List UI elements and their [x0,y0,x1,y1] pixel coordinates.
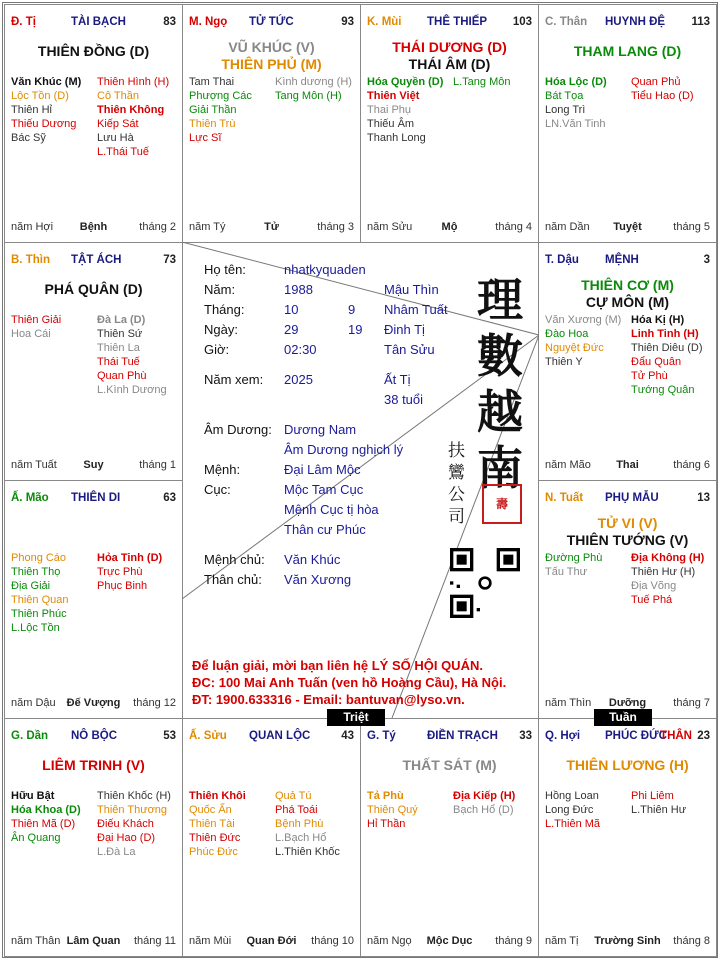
palace-branch: Đ. Tị [11,16,36,28]
minor-star: Tả Phù [367,790,404,802]
palace-month: tháng 5 [673,221,710,233]
minor-star: Bệnh Phù [275,818,324,830]
minor-star: Phúc Đức [189,846,238,858]
palace-stage: Mộc Dục [426,935,473,947]
info-label: Họ tên: [204,262,246,277]
main-star: THIÊN TƯỚNG (V) [566,532,689,548]
palace-suu [182,718,361,957]
palace-number: 43 [341,730,354,742]
palace-number: 83 [163,16,176,28]
minor-star: Hỏa Tinh (D) [97,552,163,564]
minor-star: Long Trì [545,104,586,116]
palace-stage: Lâm Quan [66,935,121,947]
minor-star: Thiên Y [545,356,583,368]
minor-star: Điếu Khách [97,818,154,830]
minor-stars-right [97,313,167,397]
palace-header [545,16,710,30]
palace-header [367,16,532,30]
minor-star: L.Thiên Mã [545,818,601,830]
palace-name: TỬ TỨC [249,16,294,28]
palace-number: 73 [163,254,176,266]
main-stars [539,757,716,774]
palace-header [11,492,176,506]
minor-star: Quả Tú [275,790,312,802]
minor-star: Ân Quang [11,832,61,844]
info-value: 10 [284,302,299,317]
minor-star: L.Đà La [97,846,136,858]
minor-star: Thiên Diêu (D) [631,342,703,354]
menh-value: Đại Lâm Mộc [284,462,361,477]
palace-stage: Quan Đới [246,935,297,947]
nam-xem-can-chi: Ất Tị [384,372,411,387]
than-chu-label: Thân chủ: [204,572,262,587]
palace-footer [545,459,710,473]
minor-stars-right [97,551,162,593]
minor-star: Đà La (D) [97,314,146,326]
palace-stage: Suy [83,459,104,471]
palace-number: 3 [703,254,710,266]
palace-stage: Tuyệt [613,221,642,233]
palace-footer [11,935,176,949]
minor-star: Thiên Trù [189,118,236,130]
palace-header [545,492,710,506]
minor-star: Giải Thần [189,104,237,116]
minor-stars-right [631,313,703,397]
minor-star: Hóa Kị (H) [631,314,685,326]
palace-year: năm Mùi [189,935,232,947]
main-stars [5,43,182,60]
minor-stars-left [189,75,252,145]
palace-month: tháng 12 [133,697,176,709]
palace-year: năm Ngọ [367,935,412,947]
palace-branch: N. Tuất [545,492,584,504]
main-stars [361,39,538,73]
calligraphy-char-3: 越 [477,385,523,439]
palace-mao [4,480,183,719]
minor-star: Tam Thai [189,76,235,88]
palace-number: 103 [512,16,532,28]
minor-star: L.Thái Tuế [97,146,149,158]
palace-number: 13 [697,492,710,504]
info-value: 29 [284,322,299,337]
contact-line-3: ĐT: 1900.633316 - Email: bantuvan@lyso.vn. [192,692,465,707]
minor-star: Thiên Phúc [11,608,67,620]
minor-star: Văn Xương (M) [545,314,622,326]
info-label: Năm: [204,282,236,297]
palace-header [11,730,176,744]
minor-star: Thiên Giải [11,314,62,326]
minor-star: Kình dương (H) [275,76,352,88]
palace-header [189,730,354,744]
minor-star: Đường Phù [545,552,603,564]
minor-star: Long Đức [545,804,594,816]
main-star: TỬ VI (V) [597,515,658,531]
palace-name: TÀI BẠCH [71,16,126,28]
palace-name: MỆNH [605,254,639,266]
palace-month: tháng 2 [139,221,176,233]
menh-chu-label: Mệnh chủ: [204,552,265,567]
palace-month: tháng 4 [495,221,532,233]
am-duong-value-2: Âm Dương nghịch lý [284,442,404,457]
than-chu-value: Văn Xương [284,572,352,587]
main-star: THIÊN CƠ (M) [581,277,674,293]
qr-code [450,548,520,618]
palace-month: tháng 11 [133,935,176,947]
palace-stage: Tử [264,221,279,233]
main-stars [539,515,716,549]
minor-stars-right [631,75,694,103]
calligraphy-char-2: 數 [477,329,523,383]
minor-star: Thiên Đức [189,832,241,844]
cuc-value-2: Mệnh Cục tị hòa [284,502,379,517]
palace-year: năm Thân [11,935,61,947]
palace-name: QUAN LỘC [249,730,311,742]
palace-month: tháng 10 [311,935,354,947]
palace-month: tháng 6 [673,459,710,471]
minor-star: Địa Không (H) [631,552,705,564]
palace-stage: Thai [616,459,639,471]
minor-star: Thiên Khốc (H) [97,790,171,802]
palace-name: NÔ BỘC [71,730,117,742]
than-marker: THÂN [660,730,692,742]
palace-branch: G. Dần [11,730,49,742]
minor-star: Thiên Mã (D) [11,818,76,830]
minor-star: Tướng Quân [631,384,695,396]
minor-star: LN.Văn Tinh [545,118,606,130]
calligraphy-title [470,272,530,496]
palace-name: PHÚC ĐỨC [605,730,667,742]
contact-line-2: ĐC: 100 Mai Anh Tuấn (ven hồ Hoàng Cầu), Hà Nội. [192,675,507,690]
palace-month: tháng 3 [317,221,354,233]
palace-branch: B. Thìn [11,254,50,266]
minor-star: Thiếu Dương [11,118,77,130]
minor-star: L.Lộc Tồn [11,622,60,634]
menh-chu-value: Văn Khúc [284,552,341,567]
minor-star: L.Thiên Khốc [275,846,340,858]
palace-name: THIÊN DI [71,492,121,504]
minor-star: Thiên Thương [97,804,168,816]
palace-branch: K. Mùi [367,16,402,28]
minor-star: Lưu Hà [97,132,134,144]
tuoi-value: 38 tuổi [384,392,424,407]
palace-ngo [182,4,361,243]
palace-footer [367,935,532,949]
minor-star: Tuế Phá [631,594,673,606]
main-stars [5,281,182,298]
calligraphy-char-4: 南 [477,441,523,495]
minor-stars-right [97,75,169,159]
main-star: LIÊM TRINH (V) [42,757,145,773]
palace-name: PHỤ MẪU [605,492,659,504]
main-star: THÁI DƯƠNG (D) [392,39,507,55]
minor-stars-right [631,551,704,607]
palace-mui [360,4,539,243]
palace-ty [360,718,539,957]
palace-month: tháng 7 [673,697,710,709]
palace-tuat [538,480,717,719]
contact-block [192,657,537,708]
info-label: Ngày: [204,322,238,337]
palace-number: 93 [341,16,354,28]
minor-star: Đào Hoa [545,328,589,340]
minor-star: Thai Phụ [367,104,412,116]
minor-star: Thiên Không [97,104,165,116]
palace-header [11,16,176,30]
info-value: 02:30 [284,342,317,357]
minor-star: Trực Phù [97,566,143,578]
nam-xem-value: 2025 [284,372,313,387]
main-star: CỰ MÔN (M) [585,294,670,310]
cuc-value: Mộc Tam Cục [284,482,364,497]
main-star: THAM LANG (D) [573,43,682,59]
minor-stars-left [11,75,81,145]
minor-star: Cô Thần [97,90,139,102]
palace-header [367,730,532,744]
palace-hoi [538,718,717,957]
palace-year: năm Mão [545,459,591,471]
main-stars [539,43,716,60]
palace-year: năm Dần [545,221,590,233]
palace-footer [11,459,176,473]
minor-star: Bát Tọa [545,90,584,102]
palace-name: ĐIỀN TRẠCH [427,730,498,742]
main-star: THIÊN ĐỒNG (D) [37,43,150,59]
palace-year: năm Tuất [11,459,57,471]
main-stars [183,39,360,73]
palace-header [11,254,176,268]
palace-month: tháng 1 [139,459,176,471]
main-star: THẤT SÁT (M) [402,757,497,773]
minor-star: Thiên Tài [189,818,235,830]
minor-star: Thiên Khôi [189,790,246,802]
minor-star: Phi Liêm [631,790,674,802]
palace-name: HUYNH ĐỆ [605,16,666,28]
main-star: THIÊN PHỦ (M) [221,56,322,72]
minor-star: L.Kình Dương [97,384,167,396]
minor-stars-left [545,551,602,579]
minor-stars-left [11,551,68,635]
minor-star: Hoa Cái [11,328,51,340]
palace-ti [4,4,183,243]
minor-star: Hồng Loan [545,790,599,802]
menh-label: Mệnh: [204,462,241,477]
minor-star: Hóa Lộc (D) [545,76,607,88]
palace-year: năm Tị [545,935,579,947]
palace-branch: Ấ. Mão [11,492,49,504]
palace-stage: Đế Vượng [66,697,121,709]
info-label: Tháng: [204,302,245,317]
calligraphy-char-1: 理 [477,273,523,327]
minor-star: Hữu Bật [11,790,55,802]
main-star: THIÊN LƯƠNG (H) [566,757,689,773]
minor-stars-right [275,789,340,859]
minor-star: Tiểu Hao (D) [631,90,694,102]
calligraphy-small: 扶 鸞 公 司 [448,441,465,527]
minor-star: Địa Giải [11,580,51,592]
minor-star: Hóa Quyền (D) [367,76,444,88]
info-can-chi: Tân Sửu [384,342,435,357]
info-value: nhatkyquaden [284,262,366,277]
minor-star: Địa Võng [631,580,677,592]
info-can-chi: Nhâm Tuất [384,302,448,317]
palace-month: tháng 9 [495,935,532,947]
am-duong-label: Âm Dương: [204,422,272,437]
minor-stars-left [367,789,418,831]
palace-branch: C. Thân [545,16,588,28]
cuc-value-3: Thân cư Phúc [284,522,366,537]
palace-branch: M. Ngọ [189,16,228,28]
minor-stars-right [631,789,686,817]
palace-number: 53 [163,730,176,742]
main-stars [361,757,538,774]
minor-star: Văn Khúc (M) [11,76,82,88]
minor-star: Đẩu Quân [631,356,682,368]
palace-year: năm Thìn [545,697,592,709]
palace-number: 113 [691,16,710,28]
minor-star: Phong Cáo [11,552,67,564]
minor-stars-right [453,75,510,89]
minor-star: Thái Tuế [97,356,140,368]
palace-year: năm Hợi [11,221,54,233]
palace-dan [4,718,183,957]
triet-tag: Triệt [327,709,385,726]
palace-year: năm Dậu [11,697,56,709]
minor-star: Bác Sỹ [11,132,46,144]
info-can-chi: Đinh Tị [384,322,425,337]
palace-header [545,730,710,744]
info-label: Giờ: [204,342,230,357]
main-star: PHÁ QUÂN (D) [44,281,143,297]
minor-stars-left [545,75,607,131]
minor-star: Hóa Khoa (D) [11,804,81,816]
palace-header [545,254,710,268]
palace-number: 63 [163,492,176,504]
palace-dau [538,242,717,481]
minor-star: Nguyệt Đức [545,342,604,354]
minor-star: Quốc Ấn [189,804,232,816]
minor-star: Thiên Thọ [11,566,61,578]
main-star: THÁI ÂM (D) [408,56,491,72]
minor-star: Lực Sĩ [189,132,222,144]
palace-branch: Ấ. Sửu [189,730,227,742]
minor-star: Thiên Việt [367,90,420,102]
minor-star: Địa Kiếp (H) [453,790,516,802]
info-value: 1988 [284,282,313,297]
red-seal: 壽 [482,484,522,524]
palace-footer [11,697,176,711]
info-can-chi: Mậu Thìn [384,282,439,297]
minor-star: Kiếp Sát [97,118,139,130]
minor-stars-left [367,75,443,145]
minor-star: Quan Phủ [631,76,681,88]
minor-star: Phục Binh [97,580,148,592]
minor-star: Đại Hao (D) [97,832,156,844]
minor-star: L.Thiên Hư [631,804,687,816]
minor-star: Tấu Thư [545,566,588,578]
palace-month: tháng 8 [673,935,710,947]
palace-stage: Bệnh [79,221,108,233]
palace-footer [189,221,354,235]
palace-footer [545,221,710,235]
tuan-tag: Tuần [594,709,652,726]
minor-star: Phượng Các [189,90,252,102]
minor-stars-left [11,789,81,845]
minor-star: Linh Tinh (H) [631,328,699,340]
palace-thin [4,242,183,481]
minor-star: Thiên Quý [367,804,418,816]
palace-footer [545,935,710,949]
palace-branch: T. Dậu [545,254,579,266]
minor-star: Thiên Hỉ [11,104,52,116]
minor-stars-right [453,789,515,817]
palace-stage: Trường Sinh [594,935,661,947]
minor-stars-left [545,789,600,831]
minor-stars-left [189,789,246,859]
minor-star: Lộc Tồn (D) [11,90,69,102]
palace-number: 33 [519,730,532,742]
minor-star: Hỉ Thần [367,818,406,830]
am-duong-value: Dương Nam [284,422,357,437]
palace-year: năm Tý [189,221,226,233]
minor-star: Thanh Long [367,132,426,144]
minor-star: L.Bạch Hổ [275,832,327,844]
palace-name: TẬT ÁCH [71,254,122,266]
cuc-label: Cục: [204,482,231,497]
minor-star: Tang Môn (H) [275,90,342,102]
palace-name: THÊ THIẾP [427,16,488,28]
info-value-lunar: 19 [348,322,363,337]
palace-header [189,16,354,30]
main-star: VŨ KHÚC (V) [228,39,315,55]
minor-star: Thiên La [97,342,140,354]
main-stars [5,757,182,774]
minor-stars-right [97,789,171,859]
minor-star: L.Tang Môn [453,76,511,88]
palace-branch: Q. Hợi [545,730,581,742]
minor-star: Tử Phù [631,370,668,382]
minor-stars-right [275,75,352,103]
palace-stage: Dưỡng [608,697,647,709]
palace-footer [367,221,532,235]
minor-star: Thiên Hình (H) [97,76,170,88]
minor-star: Thiếu Âm [367,118,415,130]
palace-year: năm Sửu [367,221,413,233]
contact-line-1: Để luận giải, mời bạn liên hệ LÝ SỐ HỘI QUÁN. [192,658,483,673]
palace-footer [11,221,176,235]
palace-footer [189,935,354,949]
minor-star: Thiên Hư (H) [631,566,696,578]
minor-stars-left [545,313,621,369]
minor-stars-left [11,313,61,341]
minor-star: Phá Toái [275,804,318,816]
palace-number: 23 [697,730,710,742]
palace-than [538,4,717,243]
info-value-lunar: 9 [348,302,356,317]
minor-star: Quan Phù [97,370,147,382]
nam-xem-label: Năm xem: [204,372,264,387]
minor-star: Bạch Hổ (D) [453,804,514,816]
minor-star: Thiên Quan [11,594,69,606]
main-stars [539,277,716,311]
palace-branch: G. Tý [367,730,396,742]
palace-stage: Mộ [441,221,458,233]
minor-star: Thiên Sứ [97,328,143,340]
